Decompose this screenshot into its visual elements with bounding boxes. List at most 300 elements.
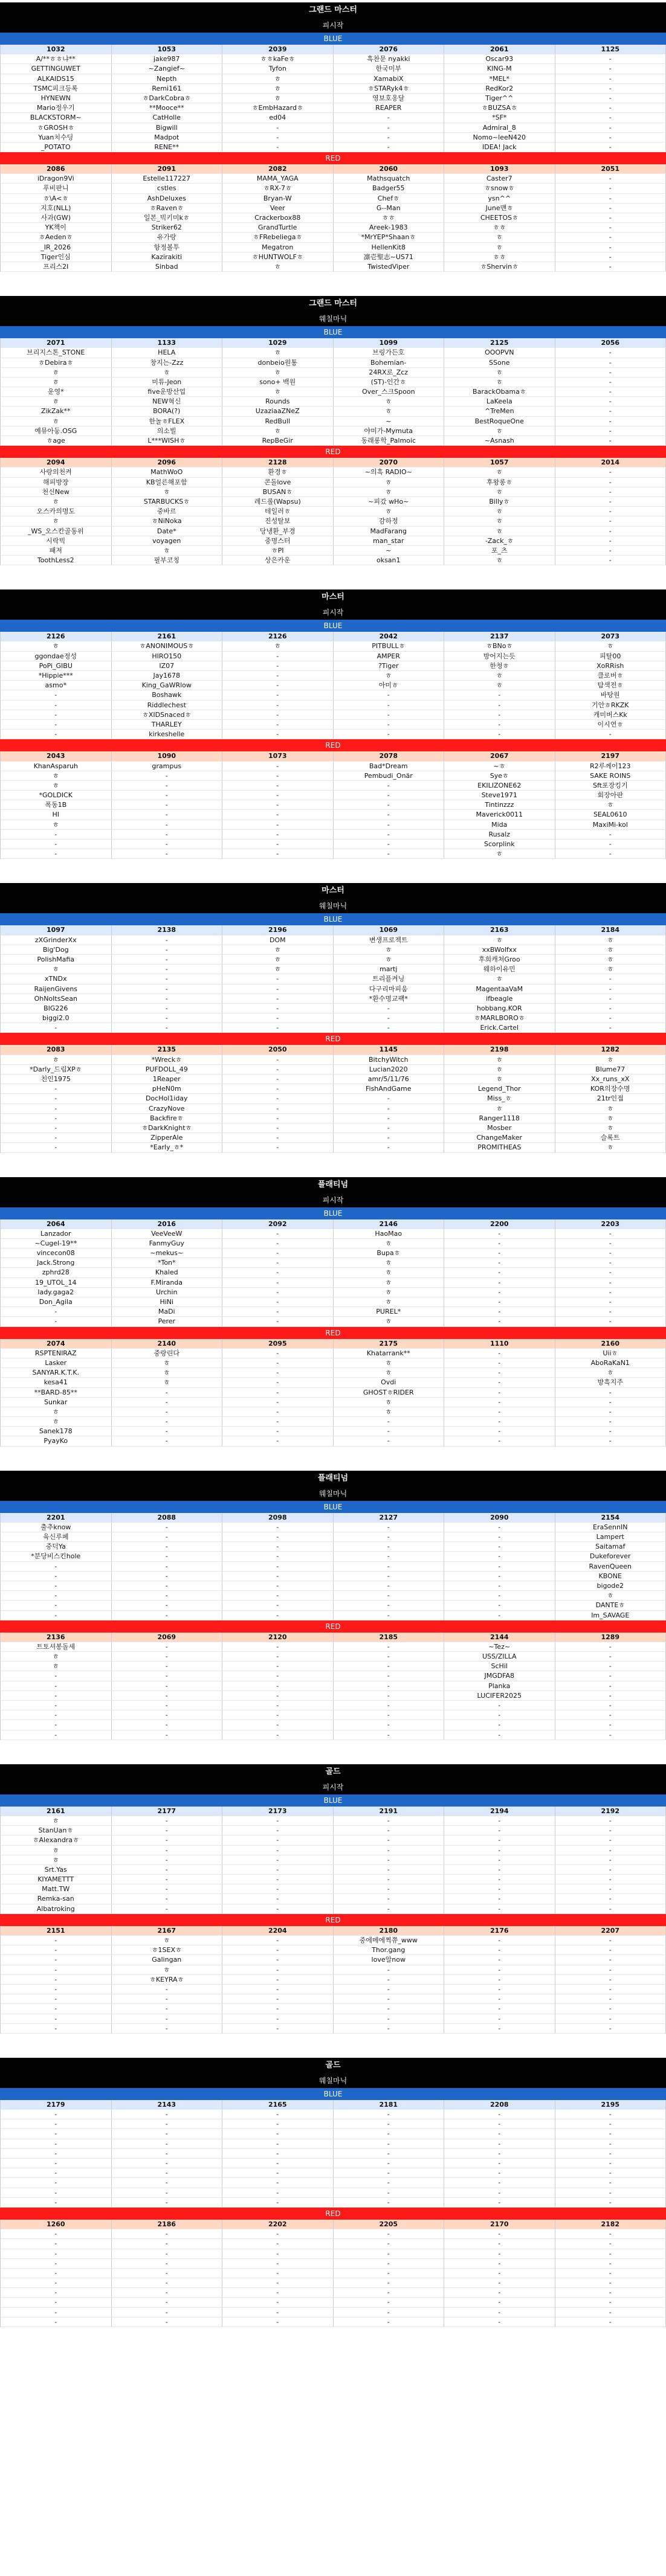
player-name-cell: ㅎ xyxy=(444,377,555,387)
player-name-cell: 미튜-Jeon xyxy=(112,377,223,387)
player-name-cell: - xyxy=(112,2014,223,2024)
player-name-cell: 의소빌 xyxy=(112,426,223,436)
player-name-cell: HYNEWN xyxy=(1,94,112,103)
player-name-cell: - xyxy=(555,1436,666,1446)
player-name-cell: - xyxy=(555,2229,666,2239)
player-name-cell: - xyxy=(334,1710,445,1720)
score-cell: 2207 xyxy=(555,1926,666,1936)
player-name-cell: ㅎ1SEXㅎ xyxy=(112,1945,223,1955)
player-name-cell: ㅎ xyxy=(555,641,666,651)
player-name-cell: - xyxy=(1,1936,112,1945)
score-cell: 1073 xyxy=(222,751,334,761)
player-name-cell: SSone xyxy=(444,358,555,368)
score-cell: 2127 xyxy=(334,1513,445,1523)
player-name-cell: Jay1678 xyxy=(112,671,223,681)
player-name-cell: - xyxy=(444,1581,555,1591)
player-name-cell: - xyxy=(1,2014,112,2024)
player-name-cell: 친인1975 xyxy=(1,1074,112,1084)
player-name-cell: ㅎㅎ xyxy=(444,223,555,233)
player-name-cell: ㅎ xyxy=(444,936,555,945)
player-name-cell: Scorplink xyxy=(444,840,555,849)
player-name-cell: - xyxy=(112,1985,223,1994)
player-name-cell: Thor.gang xyxy=(334,1945,445,1955)
mode-subtitle: 웨칠마닉 xyxy=(0,899,666,913)
player-name-cell: RedKor2 xyxy=(444,84,555,94)
player-name-cell: ㅎ xyxy=(444,974,555,984)
player-name-cell: - xyxy=(555,64,666,74)
player-name-cell: xTNDx xyxy=(1,974,112,984)
player-name-cell: PoPi_GIBU xyxy=(1,661,112,671)
player-name-cell: - xyxy=(444,1268,555,1277)
score-cell: 2195 xyxy=(555,2100,666,2110)
player-name-cell: KIYAMETTT xyxy=(1,1875,112,1884)
score-cell: 2126 xyxy=(222,632,334,641)
player-name-cell: USS/ZILLA xyxy=(444,1652,555,1662)
player-name-cell: BUSANㅎ xyxy=(222,487,334,497)
player-name-cell: - xyxy=(112,1652,223,1662)
player-name-cell: - xyxy=(112,800,223,810)
player-name-cell: - xyxy=(1,690,112,700)
player-name-cell: - xyxy=(112,1398,223,1407)
player-name-cell: - xyxy=(222,984,334,994)
player-name-cell: Admiral_8 xyxy=(444,123,555,133)
player-name-cell: - xyxy=(112,2004,223,2014)
player-name-cell: - xyxy=(222,820,334,830)
player-name-cell: - xyxy=(112,1523,223,1532)
player-name-cell: - xyxy=(1,2278,112,2288)
score-cell: 2154 xyxy=(555,1513,666,1523)
player-name-cell: *Darly_드림XPㅎ xyxy=(1,1065,112,1074)
player-name-cell: 필부코칭 xyxy=(112,556,223,565)
player-name-cell: - xyxy=(444,2159,555,2168)
player-name-cell: - xyxy=(222,2129,334,2139)
player-name-cell: ㅎ xyxy=(334,1398,445,1407)
player-name-cell: amr/5/11/76 xyxy=(334,1074,445,1084)
player-name-cell: - xyxy=(444,2129,555,2139)
player-name-cell: - xyxy=(112,1436,223,1446)
player-name-cell: - xyxy=(555,2198,666,2208)
player-name-cell: ALKAIDS15 xyxy=(1,74,112,84)
player-name-cell: - xyxy=(222,2198,334,2208)
player-name-cell: - xyxy=(555,1398,666,1407)
player-name-cell: - xyxy=(444,1730,555,1740)
player-name-cell: - xyxy=(222,1288,334,1297)
player-name-cell: - xyxy=(222,771,334,781)
score-cell: 2083 xyxy=(1,1045,112,1055)
player-name-cell: ㅎ xyxy=(1,820,112,830)
player-name-cell: Nepth xyxy=(112,74,223,84)
blue-team-table xyxy=(0,1807,666,1914)
player-name-cell: - xyxy=(555,1936,666,1945)
player-name-cell: ㅎ xyxy=(334,1278,445,1288)
player-name-cell: - xyxy=(334,1143,445,1152)
player-name-cell: Oscar93 xyxy=(444,54,555,64)
player-name-cell: - xyxy=(555,1945,666,1955)
player-name-cell: 당냉환_부경 xyxy=(222,527,334,536)
player-name-cell: HIRO150 xyxy=(112,652,223,661)
player-name-cell: ~Cugel-19** xyxy=(1,1239,112,1248)
player-name-cell: - xyxy=(555,103,666,113)
player-name-cell: - xyxy=(444,1904,555,1914)
player-name-cell: ㅎ xyxy=(334,945,445,955)
player-name-cell: - xyxy=(555,417,666,426)
player-name-cell: A/**ㅎㅎ냐** xyxy=(1,54,112,64)
blue-team-table xyxy=(0,632,666,739)
player-name-cell: - xyxy=(334,2004,445,2014)
player-name-cell: - xyxy=(444,1701,555,1710)
player-name-cell: Striker62 xyxy=(112,223,223,233)
player-name-cell: ㅎ xyxy=(444,1055,555,1065)
player-name-cell: - xyxy=(444,1611,555,1620)
player-name-cell: - xyxy=(112,1720,223,1730)
player-name-cell: - xyxy=(112,1701,223,1710)
player-name-cell: JMGDFA8 xyxy=(444,1671,555,1681)
score-cell: 2091 xyxy=(112,164,223,174)
player-name-cell: - xyxy=(444,710,555,720)
score-cell: 2202 xyxy=(222,2220,334,2229)
player-name-cell: - xyxy=(222,1985,334,1994)
player-name-cell: - xyxy=(334,1013,445,1023)
score-cell: 2200 xyxy=(444,1219,555,1229)
score-cell: 2088 xyxy=(112,1513,223,1523)
player-name-cell: - xyxy=(112,974,223,984)
player-name-cell: - xyxy=(444,1865,555,1875)
player-name-cell: ㅎPI xyxy=(222,546,334,556)
player-name-cell: - xyxy=(444,2317,555,2327)
player-name-cell: ㅎ xyxy=(222,368,334,377)
player-name-cell: - xyxy=(444,2259,555,2269)
player-name-cell: - xyxy=(555,1710,666,1720)
player-name-cell: ㅎFRebeliegaㅎ xyxy=(222,233,334,242)
player-name-cell: - xyxy=(112,849,223,859)
player-name-cell: asmo* xyxy=(1,681,112,690)
score-cell: 2120 xyxy=(222,1633,334,1642)
player-name-cell: ~ xyxy=(334,417,445,426)
player-name-cell: PROMITHEAS xyxy=(444,1143,555,1152)
player-name-cell: - xyxy=(222,2259,334,2269)
player-name-cell: - xyxy=(555,1652,666,1662)
player-name-cell: - xyxy=(112,1904,223,1914)
player-name-cell: ㅎ xyxy=(112,1965,223,1975)
player-name-cell: THARLEY xyxy=(112,720,223,730)
score-cell: 2208 xyxy=(444,2100,555,2110)
score-cell: 2160 xyxy=(555,1339,666,1349)
player-name-cell: - xyxy=(222,1730,334,1740)
player-name-cell: - xyxy=(334,1994,445,2004)
player-name-cell: ㅎ xyxy=(112,487,223,497)
player-name-cell: - xyxy=(555,516,666,526)
player-name-cell: - xyxy=(334,1701,445,1710)
player-name-cell: - xyxy=(555,487,666,497)
player-name-cell: Planka xyxy=(444,1681,555,1691)
player-name-cell: - xyxy=(555,406,666,416)
player-name-cell: - xyxy=(112,1427,223,1436)
player-name-cell: VeeVeeW xyxy=(112,1229,223,1239)
player-name-cell: GrandTurtle xyxy=(222,223,334,233)
player-name-cell: - xyxy=(1,2259,112,2269)
player-name-cell: 육신루페 xyxy=(1,1532,112,1542)
player-name-cell: RENE** xyxy=(112,143,223,152)
player-name-cell: - xyxy=(334,2129,445,2139)
player-name-cell: - xyxy=(334,1681,445,1691)
player-name-cell: ㅎ xyxy=(222,74,334,84)
player-name-cell: - xyxy=(1,1955,112,1965)
player-name-cell: Tintinzzz xyxy=(444,800,555,810)
player-name-cell: - xyxy=(444,1601,555,1610)
player-name-cell: 사랑의천켜 xyxy=(1,467,112,477)
score-cell: 2143 xyxy=(112,2100,223,2110)
player-name-cell: - xyxy=(222,1248,334,1258)
player-name-cell: 일본_빅키미kㅎ xyxy=(112,213,223,223)
player-name-cell: - xyxy=(222,1936,334,1945)
player-name-cell: - xyxy=(112,2308,223,2317)
player-name-cell: - xyxy=(1,2004,112,2014)
player-name-cell: F.Miranda xyxy=(112,1278,223,1288)
player-name-cell: 브링가든호 xyxy=(334,348,445,358)
score-cell: 2161 xyxy=(112,632,223,641)
score-cell: 2128 xyxy=(222,458,334,467)
player-name-cell: ㅎ xyxy=(222,348,334,358)
score-cell: 2125 xyxy=(444,338,555,348)
player-name-cell: MaDi xyxy=(112,1307,223,1317)
player-name-cell: - xyxy=(222,1681,334,1691)
player-name-cell: ~ xyxy=(334,546,445,556)
player-name-cell: - xyxy=(555,1642,666,1652)
player-name-cell: ~mekus~ xyxy=(112,1248,223,1258)
player-name-cell: - xyxy=(555,1681,666,1691)
player-name-cell: CHEETOSㅎ xyxy=(444,213,555,223)
player-name-cell: - xyxy=(222,2188,334,2198)
player-name-cell: - xyxy=(222,1084,334,1094)
player-name-cell: ㅎ xyxy=(1,781,112,791)
player-name-cell: - xyxy=(555,223,666,233)
red-team-header: RED xyxy=(0,1327,666,1339)
player-name-cell: ㅎ xyxy=(112,1368,223,1378)
player-name-cell: 21tr인접 xyxy=(555,1094,666,1103)
player-name-cell: 트토셔봉돌세 xyxy=(1,1642,112,1652)
player-name-cell: - xyxy=(555,2024,666,2034)
player-name-cell: - xyxy=(1,1601,112,1610)
player-name-cell: ㅎ xyxy=(444,1104,555,1114)
player-name-cell: PyayKo xyxy=(1,1436,112,1446)
player-name-cell: - xyxy=(334,840,445,849)
player-name-cell: - xyxy=(1,830,112,840)
player-name-cell: - xyxy=(555,1730,666,1740)
player-name-cell: - xyxy=(222,1523,334,1532)
player-name-cell: - xyxy=(1,2110,112,2119)
player-name-cell: - xyxy=(555,2308,666,2317)
red-team-header: RED xyxy=(0,1620,666,1633)
player-name-cell: Sinbad xyxy=(112,262,223,272)
player-name-cell: - xyxy=(444,1378,555,1387)
player-name-cell: - xyxy=(555,1239,666,1248)
player-name-cell: ㅎ xyxy=(444,681,555,690)
player-name-cell: LUCIFER2025 xyxy=(444,1691,555,1701)
red-team-header: RED xyxy=(0,446,666,458)
player-name-cell: - xyxy=(444,1288,555,1297)
player-name-cell: ㅎANONIMOUSㅎ xyxy=(112,641,223,651)
player-name-cell: G--Man xyxy=(334,204,445,213)
score-cell: 2196 xyxy=(222,925,334,935)
player-name-cell: Xx_runs_xX xyxy=(555,1074,666,1084)
player-name-cell: ㅎ xyxy=(1,965,112,974)
player-name-cell: - xyxy=(334,2149,445,2159)
player-name-cell: - xyxy=(334,2269,445,2278)
player-name-cell: - xyxy=(334,720,445,730)
player-name-cell: - xyxy=(1,1975,112,1985)
player-name-cell: - xyxy=(555,2119,666,2129)
player-name-cell: - xyxy=(112,2198,223,2208)
player-name-cell: - xyxy=(555,1865,666,1875)
blue-team-header: BLUE xyxy=(0,1207,666,1219)
player-name-cell: - xyxy=(444,690,555,700)
blue-team-header: BLUE xyxy=(0,913,666,925)
player-name-cell: - xyxy=(112,1691,223,1701)
player-name-cell: - xyxy=(222,1143,334,1152)
player-name-cell: 1Reaper xyxy=(112,1074,223,1084)
score-cell: 2016 xyxy=(112,1219,223,1229)
player-name-cell: - xyxy=(555,1229,666,1239)
player-name-cell: ㅎ xyxy=(444,368,555,377)
player-name-cell: ㅎ xyxy=(555,1055,666,1065)
tier-section xyxy=(0,883,666,1152)
player-name-cell: AboRaKaN1 xyxy=(555,1358,666,1368)
player-name-cell: - xyxy=(112,2149,223,2159)
player-name-cell: - xyxy=(444,1562,555,1572)
player-name-cell: 푸비판니 xyxy=(1,184,112,193)
player-name-cell: - xyxy=(334,1894,445,1904)
player-name-cell: MagentaaVaM xyxy=(444,984,555,994)
player-name-cell: - xyxy=(112,1552,223,1561)
player-name-cell: - xyxy=(555,426,666,436)
player-name-cell: 지호(NLL) xyxy=(1,204,112,213)
player-name-cell: - xyxy=(334,1523,445,1532)
player-name-cell: - xyxy=(1,1965,112,1975)
player-name-cell: ㅎ xyxy=(112,1936,223,1945)
player-name-cell: Jack.Strong xyxy=(1,1258,112,1268)
player-name-cell: EKILIZONE62 xyxy=(444,781,555,791)
score-cell: 2191 xyxy=(334,1807,445,1816)
player-name-cell: - xyxy=(334,2259,445,2269)
player-name-cell: - xyxy=(112,2288,223,2298)
blue-team-header: BLUE xyxy=(0,1501,666,1513)
player-name-cell: vincecon08 xyxy=(1,1248,112,1258)
tier-section xyxy=(0,1471,666,1740)
score-cell: 2096 xyxy=(112,458,223,467)
player-name-cell: - xyxy=(334,2159,445,2168)
player-name-cell: - xyxy=(222,1023,334,1033)
player-name-cell: Sanek178 xyxy=(1,1427,112,1436)
player-name-cell: ㅎ xyxy=(1,368,112,377)
player-name-cell: five운방산업 xyxy=(112,387,223,397)
player-name-cell: - xyxy=(112,1532,223,1542)
player-name-cell: - xyxy=(112,965,223,974)
player-name-cell: - xyxy=(555,1855,666,1865)
player-name-cell: - xyxy=(555,478,666,487)
player-name-cell: - xyxy=(555,467,666,477)
blue-team-header: BLUE xyxy=(0,33,666,45)
player-name-cell: - xyxy=(1,1671,112,1681)
player-name-cell: ㅎ xyxy=(334,1407,445,1417)
score-cell: 2056 xyxy=(555,338,666,348)
player-name-cell: - xyxy=(1,1994,112,2004)
player-name-cell: ㅎ xyxy=(444,1065,555,1074)
player-name-cell: ㅎㅎkaFeㅎ xyxy=(222,54,334,64)
player-name-cell: - xyxy=(222,1581,334,1591)
score-cell: 2078 xyxy=(334,751,445,761)
player-name-cell: 이시연ㅎ xyxy=(555,720,666,730)
score-cell: 2177 xyxy=(112,1807,223,1816)
player-name-cell: Caster7 xyxy=(444,174,555,184)
player-name-cell: - xyxy=(222,1994,334,2004)
player-name-cell: - xyxy=(444,1936,555,1945)
player-name-cell: Crackerbox88 xyxy=(222,213,334,223)
player-name-cell: ㅎ xyxy=(555,945,666,955)
player-name-cell: - xyxy=(112,810,223,820)
player-name-cell: ㅎ xyxy=(555,1143,666,1152)
score-cell: 2146 xyxy=(334,1219,445,1229)
player-name-cell: - xyxy=(555,1268,666,1277)
player-name-cell: Kazirakiti xyxy=(112,252,223,262)
player-name-cell: - xyxy=(334,113,445,123)
player-name-cell: ㅎ xyxy=(1,1816,112,1826)
player-name-cell: - xyxy=(112,2168,223,2178)
score-cell: 1282 xyxy=(555,1045,666,1055)
player-name-cell: Uiiㅎ xyxy=(555,1349,666,1358)
player-name-cell: - xyxy=(444,1975,555,1985)
player-name-cell: jake987 xyxy=(112,54,223,64)
player-name-cell: - xyxy=(555,1662,666,1671)
player-name-cell: 중명스터 xyxy=(222,536,334,546)
player-name-cell: GHOSTㅎRIDER xyxy=(334,1388,445,1398)
player-name-cell: - xyxy=(334,830,445,840)
player-name-cell: Ranger1118 xyxy=(444,1114,555,1123)
player-name-cell: - xyxy=(222,800,334,810)
player-name-cell: ㅎ xyxy=(1,641,112,651)
player-name-cell: ?Tiger xyxy=(334,661,445,671)
player-name-cell: ㅎ xyxy=(444,243,555,252)
player-name-cell: ㅎ xyxy=(334,507,445,516)
player-name-cell: - xyxy=(555,123,666,133)
player-name-cell: - xyxy=(334,2317,445,2327)
score-cell: 2151 xyxy=(1,1926,112,1936)
player-name-cell: RavenQueen xyxy=(555,1562,666,1572)
player-name-cell: OhNoItsSean xyxy=(1,994,112,1004)
player-name-cell: - xyxy=(444,1836,555,1845)
player-name-cell: - xyxy=(112,820,223,830)
player-name-cell: - xyxy=(112,1671,223,1681)
player-name-cell: ㅎ xyxy=(1,1055,112,1065)
score-cell: 2138 xyxy=(112,925,223,935)
player-name-cell: Remka-san xyxy=(1,1894,112,1904)
player-name-cell: - xyxy=(444,1985,555,1994)
score-cell: 2050 xyxy=(222,1045,334,1055)
player-name-cell: - xyxy=(222,720,334,730)
player-name-cell: - xyxy=(555,984,666,994)
player-name-cell: - xyxy=(222,2139,334,2149)
blue-team-header: BLUE xyxy=(0,620,666,632)
player-name-cell: - xyxy=(1,1023,112,1033)
player-name-cell: - xyxy=(555,527,666,536)
score-cell: 1053 xyxy=(112,45,223,54)
player-name-cell: - xyxy=(112,2278,223,2288)
player-name-cell: - xyxy=(444,1398,555,1407)
player-name-cell: IZ07 xyxy=(112,661,223,671)
player-name-cell: King_GaWRlow xyxy=(112,681,223,690)
player-name-cell: - xyxy=(555,2168,666,2178)
player-name-cell: - xyxy=(334,1023,445,1033)
player-name-cell: Date* xyxy=(112,527,223,536)
